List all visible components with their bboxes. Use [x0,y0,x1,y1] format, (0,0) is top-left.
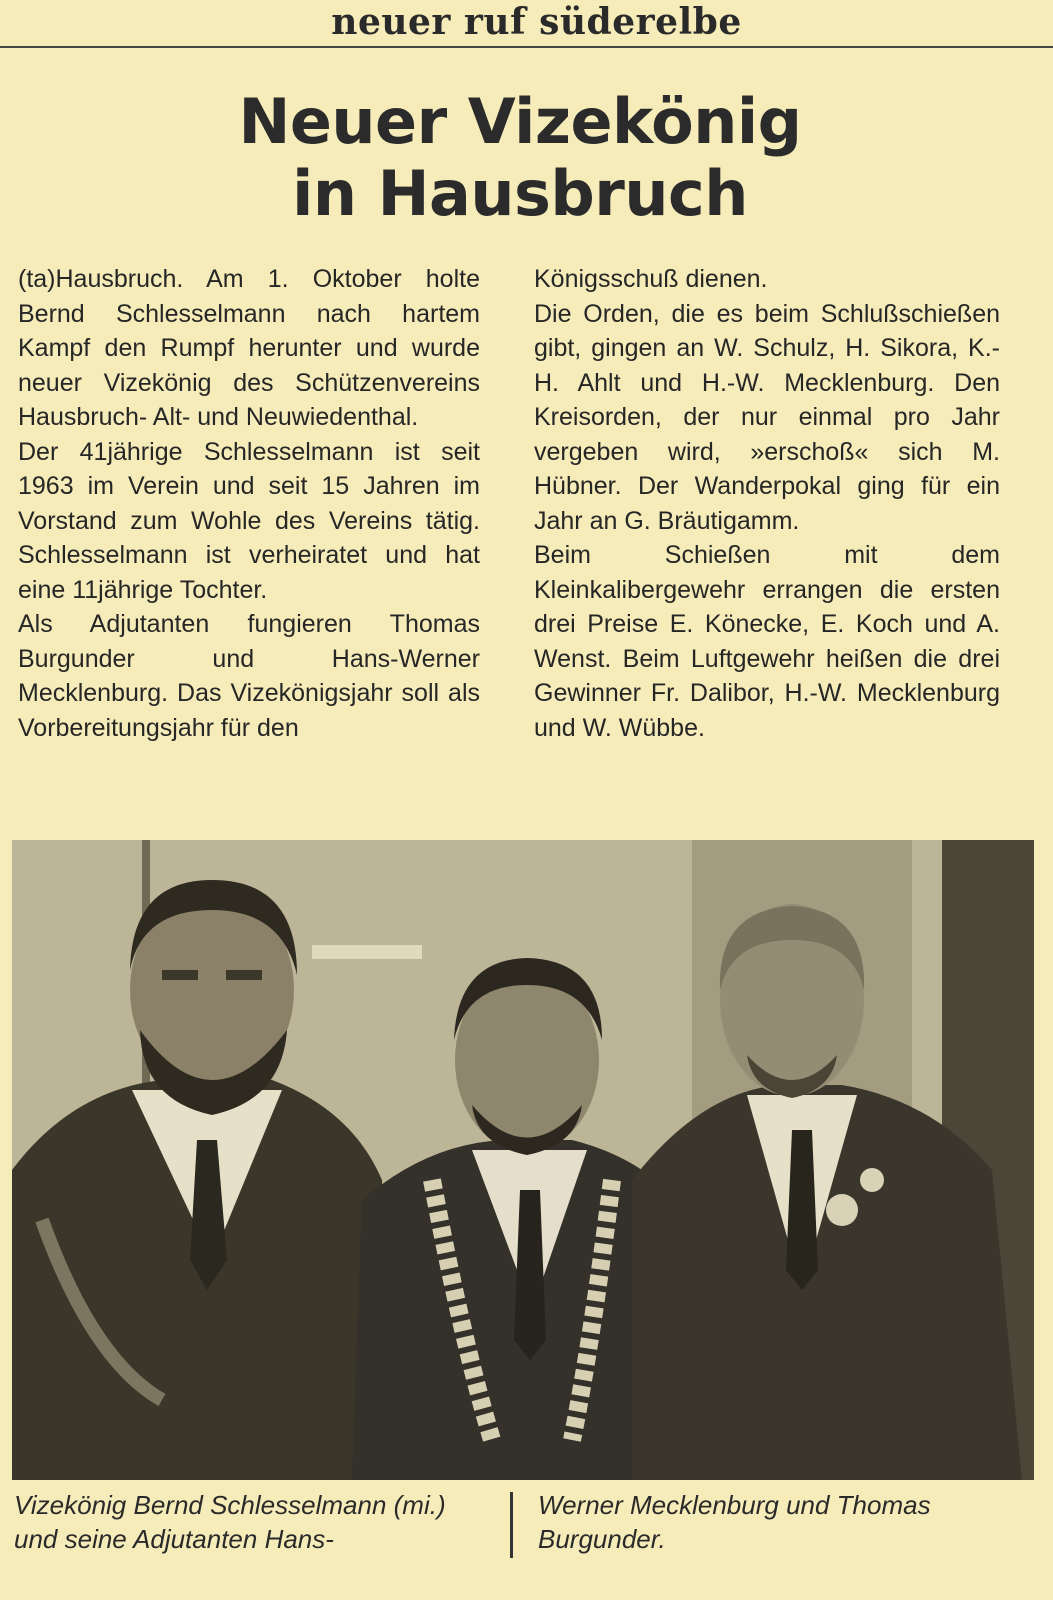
paragraph: Königsschuß dienen. [534,265,768,293]
article-photo [12,840,1034,1480]
photo-caption-right: Werner Mecklenburg und Thomas Burgunder. [538,1490,931,1554]
paragraph: Als Adjutanten fungieren Thomas Burgunder und Hans-Werner Mecklenburg. Das Vizekönigsjahr soll als Vorbereitungsjahr für den [18,610,480,742]
paragraph: (ta)Hausbruch. Am 1. Oktober holte Bernd Schlesselmann nach hartem Kampf den Rumpf herunter und wurde neuer Vizekönig des Schützenvereins Hausbruch- Alt- und Neuwiedenthal. [18,265,480,431]
paragraph: Die Orden, die es beim Schlußschießen gibt, gingen an W. Schulz, H. Sikora, K.-H. Ahlt und H.-W. Mecklenburg. Den Kreisorden, der nur einmal pro Jahr vergeben wird, »erschoß« sich M. Hübner. Der Wanderpokal ging für ein Jahr an G. Bräutigamm. [534,299,1000,535]
article-headline [150,86,890,230]
photo-caption-left: Vizekönig Bernd Schlesselmann (mi.) und seine Adjutanten Hans- [14,1490,446,1554]
masthead-title: neuer ruf süderelbe [331,1,742,43]
paragraph: Der 41jährige Schlesselmann ist seit 1963 im Verein und seit 15 Jahren im Vorstand zum Wohle des Vereins tätig. Schlesselmann ist verheiratet und hat eine 11jährige Tochter. [18,437,480,604]
article-column-left [18,262,480,745]
masthead [0,0,1053,48]
caption-divider [510,1492,513,1558]
headline-line-2: in Hausbruch [292,157,748,230]
headline-line-1: Neuer Vizekönig [238,85,802,158]
photo-illustration [12,840,1034,1480]
article-column-right [534,262,1000,745]
paragraph: Beim Schießen mit dem Kleinkalibergewehr errangen die ersten drei Preise E. Könecke, E. Koch und A. Wenst. Beim Luftgewehr heißen die drei Gewinner Fr. Dalibor, H.-W. Mecklenburg und W. Wübbe. [534,541,1000,742]
